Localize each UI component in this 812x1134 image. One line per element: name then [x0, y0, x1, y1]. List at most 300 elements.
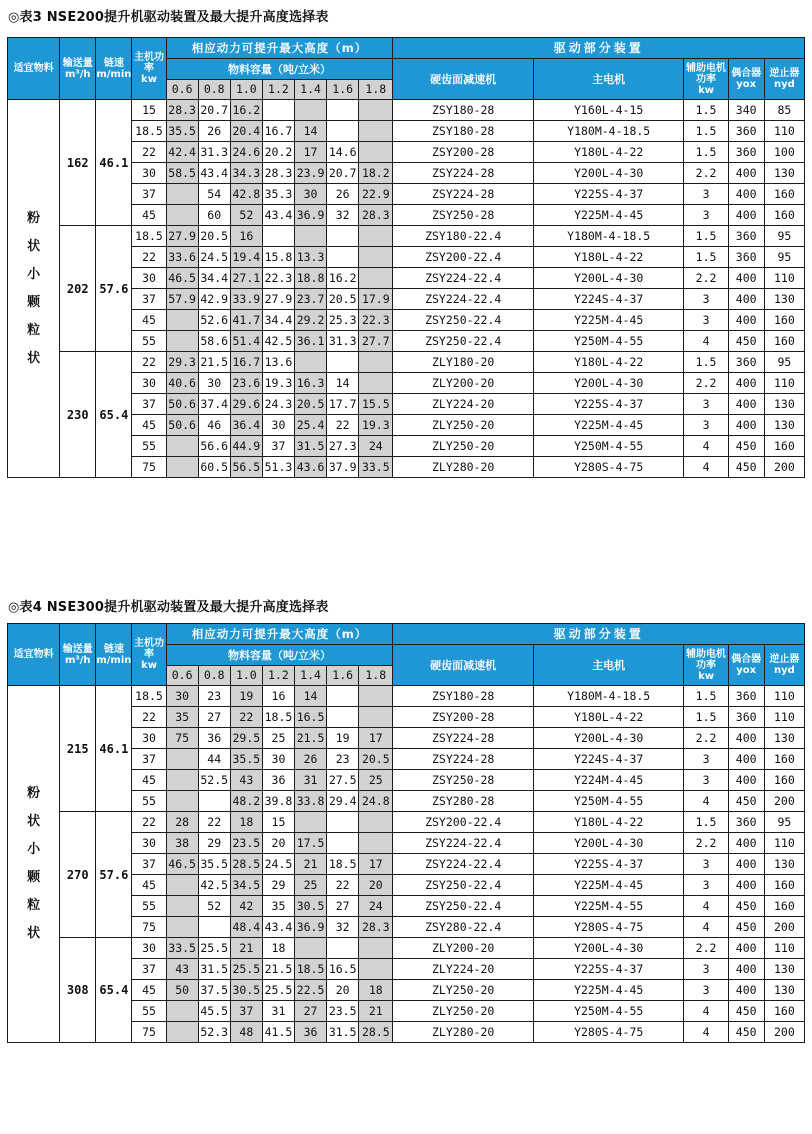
coupling-cell: 450: [728, 1022, 764, 1043]
aux-power-cell: 2.2: [684, 268, 728, 289]
height-cell: 25.5: [230, 959, 262, 980]
power-cell: 30: [132, 268, 166, 289]
height-cell: 43.4: [262, 917, 294, 938]
height-cell: [295, 226, 327, 247]
material-char: 颗: [27, 294, 41, 310]
height-cell: [166, 917, 198, 938]
coupling-cell: 400: [728, 394, 764, 415]
table-row: [8, 226, 805, 247]
height-cell: 30: [262, 415, 294, 436]
coupling-cell: 400: [728, 415, 764, 436]
motor-cell: Y250M-4-55: [533, 331, 684, 352]
height-cell: 27.1: [230, 268, 262, 289]
height-cell: 23.7: [295, 289, 327, 310]
reducer-cell: ZSY224-22.4: [393, 854, 534, 875]
coupling-cell: 400: [728, 938, 764, 959]
backstop-cell: 110: [764, 268, 804, 289]
height-cell: 16: [262, 686, 294, 707]
coupling-cell: 400: [728, 959, 764, 980]
density-column-header: 1.2: [262, 80, 294, 100]
reducer-cell: ZLY200-20: [393, 373, 534, 394]
aux-power-cell: 1.5: [684, 352, 728, 373]
coupling-cell: 450: [728, 917, 764, 938]
height-cell: 23: [327, 749, 359, 770]
height-cell: [359, 247, 393, 268]
height-cell: 23.5: [230, 833, 262, 854]
power-cell: 45: [132, 980, 166, 1001]
height-cell: [166, 791, 198, 812]
motor-cell: Y225S-4-37: [533, 394, 684, 415]
height-cell: 38: [166, 833, 198, 854]
height-cell: 15: [262, 812, 294, 833]
height-cell: 31.3: [327, 331, 359, 352]
reducer-cell: ZLY250-20: [393, 980, 534, 1001]
height-cell: [295, 352, 327, 373]
height-cell: 43.4: [198, 163, 230, 184]
motor-cell: Y225M-4-45: [533, 980, 684, 1001]
height-cell: [359, 959, 393, 980]
height-cell: 27: [327, 896, 359, 917]
coupling-cell: 400: [728, 854, 764, 875]
height-cell: 19.3: [359, 415, 393, 436]
motor-cell: Y225M-4-45: [533, 310, 684, 331]
motor-cell: Y225M-4-55: [533, 896, 684, 917]
height-cell: [359, 100, 393, 121]
height-cell: 46: [198, 415, 230, 436]
aux-power-cell: 1.5: [684, 121, 728, 142]
aux-power-cell: 1.5: [684, 707, 728, 728]
power-cell: 22: [132, 812, 166, 833]
height-cell: 19.4: [230, 247, 262, 268]
aux-power-cell: 3: [684, 394, 728, 415]
main-motor-header: 主电机: [533, 645, 684, 686]
power-cell: 45: [132, 770, 166, 791]
height-cell: 21.5: [262, 959, 294, 980]
coupling-cell: 400: [728, 875, 764, 896]
height-cell: 20.5: [327, 289, 359, 310]
coupling-cell: 360: [728, 226, 764, 247]
aux-power-cell: 3: [684, 749, 728, 770]
power-cell: 30: [132, 373, 166, 394]
material-char: 状: [27, 238, 41, 254]
aux-power-cell: 1.5: [684, 142, 728, 163]
motor-cell: Y250M-4-55: [533, 1001, 684, 1022]
aux-power-cell: 4: [684, 917, 728, 938]
aux-power-cell: 3: [684, 770, 728, 791]
height-cell: 42.8: [230, 184, 262, 205]
motor-cell: Y180L-4-22: [533, 247, 684, 268]
density-column-header: 1.6: [327, 666, 359, 686]
height-cell: 29.6: [230, 394, 262, 415]
aux-motor-header: 辅助电机功率 kw: [684, 59, 728, 100]
height-cell: 16.5: [295, 707, 327, 728]
material-header: 适宜物料: [8, 38, 60, 100]
height-cell: 43.6: [295, 457, 327, 478]
height-cell: 17.9: [359, 289, 393, 310]
height-cell: 31: [295, 770, 327, 791]
height-cell: 27.3: [327, 436, 359, 457]
height-cell: 22: [327, 875, 359, 896]
motor-cell: Y280S-4-75: [533, 1022, 684, 1043]
backstop-cell: 160: [764, 896, 804, 917]
height-cell: [359, 226, 393, 247]
aux-power-cell: 3: [684, 854, 728, 875]
power-cell: 30: [132, 163, 166, 184]
reducer-cell: ZSY200-22.4: [393, 812, 534, 833]
coupling-cell: 360: [728, 352, 764, 373]
table-row: [8, 938, 805, 959]
table-row: [8, 352, 805, 373]
power-cell: 55: [132, 436, 166, 457]
reducer-cell: ZSY250-28: [393, 205, 534, 226]
height-cell: 29.2: [295, 310, 327, 331]
reducer-cell: ZSY224-22.4: [393, 833, 534, 854]
height-cell: 20.5: [295, 394, 327, 415]
height-cell: 43.4: [262, 205, 294, 226]
reducer-cell: ZLY250-20: [393, 415, 534, 436]
height-cell: 28: [166, 812, 198, 833]
main-motor-header: 主电机: [533, 59, 684, 100]
coupling-cell: 400: [728, 980, 764, 1001]
height-cell: 20.7: [198, 100, 230, 121]
height-cell: 22: [230, 707, 262, 728]
aux-power-cell: 1.5: [684, 812, 728, 833]
height-cell: 16.2: [230, 100, 262, 121]
backstop-cell: 110: [764, 707, 804, 728]
motor-cell: Y180L-4-22: [533, 707, 684, 728]
height-cell: 19: [327, 728, 359, 749]
capacity-cell: 230: [60, 352, 96, 478]
motor-cell: Y250M-4-55: [533, 436, 684, 457]
coupling-cell: 360: [728, 707, 764, 728]
power-cell: 37: [132, 959, 166, 980]
height-cell: 33.9: [230, 289, 262, 310]
motor-cell: Y225M-4-45: [533, 415, 684, 436]
aux-power-cell: 3: [684, 310, 728, 331]
backstop-cell: 200: [764, 457, 804, 478]
height-cell: 45.5: [198, 1001, 230, 1022]
aux-power-cell: 1.5: [684, 247, 728, 268]
density-column-header: 1.6: [327, 80, 359, 100]
power-cell: 45: [132, 415, 166, 436]
chain-speed-header: 链速 m/min: [96, 624, 132, 686]
aux-power-cell: 3: [684, 205, 728, 226]
height-cell: [166, 310, 198, 331]
motor-cell: Y224M-4-45: [533, 770, 684, 791]
reducer-cell: ZSY224-28: [393, 163, 534, 184]
height-cell: 52: [230, 205, 262, 226]
material-char: 状: [27, 926, 41, 941]
height-cell: 18.8: [295, 268, 327, 289]
height-cell: 60.5: [198, 457, 230, 478]
power-cell: 22: [132, 352, 166, 373]
motor-cell: Y200L-4-30: [533, 373, 684, 394]
height-cell: 33.5: [166, 938, 198, 959]
height-cell: 60: [198, 205, 230, 226]
height-cell: 16.7: [230, 352, 262, 373]
height-cell: 20: [359, 875, 393, 896]
coupling-cell: 360: [728, 686, 764, 707]
motor-cell: Y160L-4-15: [533, 100, 684, 121]
height-cell: 31.3: [198, 142, 230, 163]
chain-speed-cell: 57.6: [96, 226, 132, 352]
height-cell: 26: [198, 121, 230, 142]
height-cell: 22.5: [295, 980, 327, 1001]
height-cell: 36.9: [295, 917, 327, 938]
height-cell: 19.3: [262, 373, 294, 394]
height-cell: 43: [166, 959, 198, 980]
height-cell: 22.3: [262, 268, 294, 289]
height-cell: 24.5: [198, 247, 230, 268]
reducer-cell: ZSY250-22.4: [393, 875, 534, 896]
aux-power-cell: 4: [684, 457, 728, 478]
height-cell: 21.5: [198, 352, 230, 373]
motor-cell: Y180M-4-18.5: [533, 121, 684, 142]
height-cell: 37: [262, 436, 294, 457]
height-cell: [327, 707, 359, 728]
height-cell: 23.5: [327, 1001, 359, 1022]
height-cell: [166, 436, 198, 457]
height-cell: [359, 373, 393, 394]
aux-power-cell: 2.2: [684, 938, 728, 959]
height-cell: 17.5: [295, 833, 327, 854]
coupling-cell: 450: [728, 1001, 764, 1022]
height-cell: 50: [166, 980, 198, 1001]
height-cell: 50.6: [166, 415, 198, 436]
height-cell: 18.5: [262, 707, 294, 728]
reducer-header: 硬齿面减速机: [393, 59, 534, 100]
coupling-cell: 450: [728, 457, 764, 478]
height-cell: 30.5: [295, 896, 327, 917]
height-cell: [262, 100, 294, 121]
height-cell: [295, 938, 327, 959]
aux-power-cell: 4: [684, 331, 728, 352]
height-cell: 16: [230, 226, 262, 247]
height-cell: 52.3: [198, 1022, 230, 1043]
power-cell: 55: [132, 1001, 166, 1022]
reducer-cell: ZLY224-20: [393, 959, 534, 980]
reducer-cell: ZSY180-28: [393, 121, 534, 142]
coupling-cell: 400: [728, 310, 764, 331]
chain-speed-cell: 46.1: [96, 686, 132, 812]
height-cell: 35.5: [166, 121, 198, 142]
power-cell: 45: [132, 310, 166, 331]
height-cell: 35.5: [230, 749, 262, 770]
height-cell: 23.6: [230, 373, 262, 394]
height-cell: 35: [262, 896, 294, 917]
density-column-header: 0.8: [198, 80, 230, 100]
aux-power-cell: 3: [684, 184, 728, 205]
height-cell: 14: [327, 373, 359, 394]
height-cell: 18.2: [359, 163, 393, 184]
height-cell: [359, 142, 393, 163]
height-cell: 51.4: [230, 331, 262, 352]
reducer-cell: ZLY250-20: [393, 1001, 534, 1022]
material-char: 粒: [27, 898, 41, 913]
height-cell: [327, 686, 359, 707]
motor-cell: Y250M-4-55: [533, 791, 684, 812]
height-cell: 46.5: [166, 268, 198, 289]
height-cell: 18.5: [327, 854, 359, 875]
table-row: [8, 812, 805, 833]
height-cell: 25: [295, 875, 327, 896]
reducer-cell: ZSY200-22.4: [393, 247, 534, 268]
motor-cell: Y180M-4-18.5: [533, 226, 684, 247]
reducer-cell: ZLY250-20: [393, 436, 534, 457]
height-cell: 19: [230, 686, 262, 707]
height-cell: 16.7: [262, 121, 294, 142]
max-height-group-header: 相应动力可提升最大高度（m）: [166, 38, 393, 59]
reducer-header: 硬齿面减速机: [393, 645, 534, 686]
height-cell: 41.7: [230, 310, 262, 331]
height-cell: 56.5: [230, 457, 262, 478]
height-cell: 13.6: [262, 352, 294, 373]
height-cell: 20.5: [198, 226, 230, 247]
backstop-cell: 160: [764, 749, 804, 770]
aux-power-cell: 4: [684, 1001, 728, 1022]
height-cell: [166, 770, 198, 791]
height-cell: 28.3: [262, 163, 294, 184]
reducer-cell: ZLY200-20: [393, 938, 534, 959]
material-cell: [8, 100, 60, 478]
reducer-cell: ZSY224-28: [393, 749, 534, 770]
height-cell: 27: [295, 1001, 327, 1022]
height-cell: 51.3: [262, 457, 294, 478]
height-cell: 21: [230, 938, 262, 959]
height-cell: 36: [295, 1022, 327, 1043]
height-cell: 27.5: [327, 770, 359, 791]
aux-power-cell: 2.2: [684, 728, 728, 749]
height-cell: 31: [262, 1001, 294, 1022]
height-cell: 35: [166, 707, 198, 728]
backstop-cell: 95: [764, 226, 804, 247]
backstop-cell: 110: [764, 686, 804, 707]
power-cell: 30: [132, 938, 166, 959]
backstop-cell: 130: [764, 728, 804, 749]
height-cell: 58.5: [166, 163, 198, 184]
height-cell: 28.3: [359, 205, 393, 226]
height-cell: [327, 812, 359, 833]
aux-power-cell: 1.5: [684, 686, 728, 707]
motor-cell: Y180L-4-22: [533, 812, 684, 833]
coupling-cell: 450: [728, 791, 764, 812]
power-cell: 37: [132, 394, 166, 415]
coupling-header: 偶合器 yox: [728, 59, 764, 100]
backstop-cell: 160: [764, 436, 804, 457]
height-cell: 26: [327, 184, 359, 205]
aux-power-cell: 3: [684, 959, 728, 980]
height-cell: [262, 226, 294, 247]
main-power-header: 主机功率 kw: [132, 38, 166, 100]
height-cell: 28.5: [230, 854, 262, 875]
height-cell: 20.4: [230, 121, 262, 142]
height-cell: [295, 100, 327, 121]
height-cell: [359, 121, 393, 142]
table-row: [8, 686, 805, 707]
reducer-cell: ZSY250-22.4: [393, 310, 534, 331]
height-cell: 14: [295, 686, 327, 707]
coupling-cell: 400: [728, 373, 764, 394]
aux-power-cell: 4: [684, 896, 728, 917]
height-cell: 36.1: [295, 331, 327, 352]
reducer-cell: ZSY224-22.4: [393, 289, 534, 310]
coupling-cell: 340: [728, 100, 764, 121]
power-cell: 75: [132, 457, 166, 478]
height-cell: 29.3: [166, 352, 198, 373]
height-cell: 42.5: [198, 875, 230, 896]
height-cell: 27: [198, 707, 230, 728]
reducer-cell: ZSY224-28: [393, 728, 534, 749]
coupling-cell: 360: [728, 121, 764, 142]
height-cell: 28.5: [359, 1022, 393, 1043]
power-cell: 18.5: [132, 121, 166, 142]
reducer-cell: ZSY224-28: [393, 184, 534, 205]
height-cell: 24.8: [359, 791, 393, 812]
height-cell: 17: [359, 728, 393, 749]
height-cell: [166, 457, 198, 478]
motor-cell: Y224S-4-37: [533, 749, 684, 770]
backstop-cell: 130: [764, 854, 804, 875]
height-cell: 56.6: [198, 436, 230, 457]
coupling-cell: 450: [728, 436, 764, 457]
height-cell: 34.4: [262, 310, 294, 331]
nse200-selection-table: [7, 37, 805, 478]
backstop-cell: 110: [764, 373, 804, 394]
aux-power-cell: 3: [684, 875, 728, 896]
height-cell: [166, 875, 198, 896]
backstop-cell: 130: [764, 394, 804, 415]
material-char: 颗: [27, 870, 41, 885]
height-cell: [359, 268, 393, 289]
height-cell: [359, 833, 393, 854]
height-cell: 26: [295, 749, 327, 770]
power-cell: 37: [132, 289, 166, 310]
height-cell: 37.5: [198, 980, 230, 1001]
coupling-header: 偶合器 yox: [728, 645, 764, 686]
backstop-cell: 130: [764, 959, 804, 980]
height-cell: 32: [327, 917, 359, 938]
height-cell: [359, 707, 393, 728]
reducer-cell: ZSY250-28: [393, 770, 534, 791]
height-cell: 57.9: [166, 289, 198, 310]
height-cell: 29.4: [327, 791, 359, 812]
height-cell: 36.9: [295, 205, 327, 226]
power-cell: 45: [132, 205, 166, 226]
power-cell: 18.5: [132, 686, 166, 707]
reducer-cell: ZSY180-28: [393, 686, 534, 707]
motor-cell: Y200L-4-30: [533, 833, 684, 854]
height-cell: 48.2: [230, 791, 262, 812]
height-cell: [198, 791, 230, 812]
height-cell: 29.5: [230, 728, 262, 749]
backstop-cell: 160: [764, 1001, 804, 1022]
height-cell: [359, 352, 393, 373]
reducer-cell: ZLY280-20: [393, 457, 534, 478]
motor-cell: Y225M-4-45: [533, 875, 684, 896]
height-cell: 21: [359, 1001, 393, 1022]
height-cell: [166, 205, 198, 226]
height-cell: [166, 749, 198, 770]
reducer-cell: ZSY180-22.4: [393, 226, 534, 247]
height-cell: 22: [327, 415, 359, 436]
backstop-cell: 110: [764, 833, 804, 854]
height-cell: [166, 1022, 198, 1043]
height-cell: 24.6: [230, 142, 262, 163]
coupling-cell: 360: [728, 142, 764, 163]
density-column-header: 0.6: [166, 80, 198, 100]
reducer-cell: ZSY250-22.4: [393, 896, 534, 917]
height-cell: 44: [198, 749, 230, 770]
